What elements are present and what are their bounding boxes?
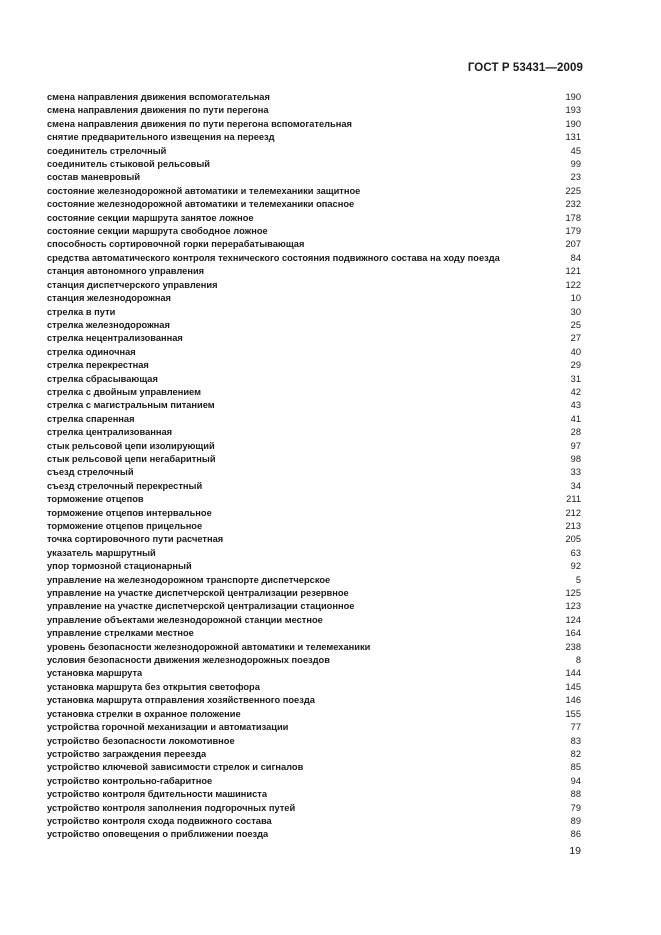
index-page-ref: 83: [570, 735, 581, 746]
index-page-ref: 45: [570, 145, 581, 156]
index-term: устройство контроля бдительности машиниста: [47, 789, 268, 800]
index-term: стрелка с двойным управлением: [47, 386, 201, 397]
index-page-ref: 34: [570, 480, 581, 491]
index-entry: [47, 198, 581, 211]
index-term: управление на железнодорожном транспорте диспетчерское: [47, 574, 331, 585]
index-entry: [47, 238, 581, 251]
index-entry: [47, 306, 581, 319]
index-entry: [47, 708, 581, 721]
index-entry: [47, 252, 581, 265]
index-entry: [47, 627, 581, 640]
index-term: состав маневровый: [47, 172, 141, 183]
index-page-ref: 190: [565, 118, 581, 129]
index-page-ref: 205: [565, 534, 581, 545]
alphabetical-index: [47, 91, 581, 842]
index-page-ref: 29: [570, 360, 581, 371]
index-page-ref: 43: [570, 400, 581, 411]
index-entry: [47, 507, 581, 520]
index-term: упор тормозной стационарный: [47, 561, 192, 572]
index-term: торможение отцепов: [47, 494, 144, 505]
index-entry: [47, 453, 581, 466]
index-entry: [47, 212, 581, 225]
index-page-ref: 98: [570, 453, 581, 464]
index-page-ref: 125: [565, 588, 581, 599]
index-term: средства автоматического контроля технического состояния подвижного состава на ходу поезда: [47, 252, 500, 263]
index-term: установка маршрута: [47, 668, 143, 679]
index-page-ref: 25: [570, 319, 581, 330]
index-page-ref: 97: [570, 440, 581, 451]
index-term: уровень безопасности железнодорожной автоматики и телемеханики: [47, 641, 371, 652]
index-entry: [47, 118, 581, 131]
index-entry: [47, 386, 581, 399]
index-page-ref: 85: [570, 762, 581, 773]
index-term: смена направления движения по пути перегона вспомогательная: [47, 118, 352, 129]
index-entry: [47, 158, 581, 171]
index-entry: [47, 399, 581, 412]
index-page-ref: 123: [565, 601, 581, 612]
index-entry: [47, 265, 581, 278]
index-term: стрелка перекрестная: [47, 360, 149, 371]
index-term: устройство оповещения о приближении поезда: [47, 829, 269, 840]
index-term: устройство контроля заполнения подгорочных путей: [47, 802, 296, 813]
index-term: стрелка с магистральным питанием: [47, 400, 215, 411]
index-page-ref: 30: [570, 306, 581, 317]
index-page-ref: 164: [565, 628, 581, 639]
index-entry: [47, 373, 581, 386]
index-page-ref: 225: [565, 185, 581, 196]
index-page-ref: 211: [566, 494, 581, 505]
index-term: установка маршрута без открытия светофора: [47, 681, 260, 692]
index-term: точка сортировочного пути расчетная: [47, 534, 224, 545]
index-page-ref: 84: [570, 252, 581, 263]
index-page-ref: 42: [570, 386, 581, 397]
index-entry: [47, 131, 581, 144]
index-term: станция железнодорожная: [47, 293, 171, 304]
index-entry: [47, 466, 581, 479]
index-page-ref: 193: [565, 105, 581, 116]
index-page-ref: 92: [570, 561, 581, 572]
index-entry: [47, 91, 581, 104]
index-term: торможение отцепов прицельное: [47, 521, 203, 531]
index-page-ref: 86: [570, 829, 581, 840]
index-term: станция автономного управления: [47, 266, 205, 277]
index-entry: [47, 413, 581, 426]
index-term: стык рельсовой цепи негабаритный: [47, 453, 216, 464]
index-page-ref: 63: [570, 547, 581, 558]
index-page-ref: 27: [570, 333, 581, 344]
index-page-ref: 88: [570, 789, 581, 800]
index-term: способность сортировочной горки перерабатывающая: [47, 239, 305, 250]
index-term: стрелка в пути: [47, 306, 116, 317]
index-entry: [47, 560, 581, 573]
index-entry: [47, 145, 581, 158]
index-term: управление на участке диспетчерской централизации резервное: [47, 588, 349, 599]
index-term: устройство контрольно-габаритное: [47, 775, 213, 786]
index-page-ref: 124: [565, 614, 581, 625]
index-term: установка маршрута отправления хозяйственного поезда: [47, 695, 315, 706]
index-entry: [47, 614, 581, 627]
index-page-ref: 213: [565, 521, 581, 531]
index-entry: [47, 533, 581, 546]
index-entry: [47, 641, 581, 654]
index-term: стрелка нецентрализованная: [47, 333, 183, 344]
index-page-ref: 131: [565, 132, 581, 143]
index-term: стрелка сбрасывающая: [47, 373, 158, 384]
page-number: 19: [569, 845, 581, 857]
index-entry: [47, 279, 581, 292]
index-entry: [47, 185, 581, 198]
index-page-ref: 10: [570, 293, 581, 304]
index-entry: [47, 426, 581, 439]
index-page-ref: 23: [570, 172, 581, 183]
index-entry: [47, 493, 581, 506]
index-entry: [47, 225, 581, 238]
index-term: соединитель стыковой рельсовый: [47, 159, 211, 170]
index-entry: [47, 721, 581, 734]
index-entry: [47, 735, 581, 748]
index-page-ref: 33: [570, 467, 581, 478]
index-entry: [47, 788, 581, 801]
index-term: станция диспетчерского управления: [47, 279, 218, 290]
index-page-ref: 28: [570, 427, 581, 438]
index-entry: [47, 802, 581, 815]
index-page-ref: 190: [565, 92, 581, 102]
index-term: управление объектами железнодорожной станции местное: [47, 614, 323, 625]
index-entry: [47, 681, 581, 694]
index-entry: [47, 171, 581, 184]
index-term: состояние железнодорожной автоматики и телемеханики опасное: [47, 199, 355, 210]
index-page-ref: 41: [570, 413, 581, 424]
index-term: стрелка централизованная: [47, 427, 173, 438]
index-entry: [47, 480, 581, 493]
index-page-ref: 94: [570, 775, 581, 786]
index-entry: [47, 815, 581, 828]
index-entry: [47, 440, 581, 453]
index-page-ref: 144: [565, 668, 581, 679]
index-term: съезд стрелочный перекрестный: [47, 480, 203, 491]
index-page-ref: 207: [565, 239, 581, 250]
index-term: управление на участке диспетчерской централизации стационное: [47, 601, 355, 612]
index-page-ref: 77: [570, 722, 581, 733]
index-entry: [47, 547, 581, 560]
index-term: состояние железнодорожной автоматики и телемеханики защитное: [47, 185, 361, 196]
index-term: съезд стрелочный: [47, 467, 134, 478]
index-term: состояние секции маршрута свободное ложное: [47, 226, 268, 237]
index-term: снятие предварительного извещения на переезд: [47, 132, 275, 143]
index-page-ref: 122: [565, 279, 581, 290]
index-term: устройство ключевой зависимости стрелок и сигналов: [47, 762, 304, 773]
index-term: устройство контроля схода подвижного состава: [47, 815, 272, 826]
index-entry: [47, 520, 581, 533]
index-term: устройство безопасности локомотивное: [47, 735, 235, 746]
index-entry: [47, 694, 581, 707]
document-header: ГОСТ Р 53431—2009: [467, 62, 583, 74]
index-entry: [47, 828, 581, 841]
index-entry: [47, 104, 581, 117]
index-page-ref: 99: [570, 159, 581, 170]
index-page-ref: 89: [570, 815, 581, 826]
index-entry: [47, 332, 581, 345]
index-entry: [47, 319, 581, 332]
index-term: устройство заграждения переезда: [47, 748, 207, 759]
index-term: стрелка одиночная: [47, 346, 136, 357]
index-term: условия безопасности движения железнодорожных поездов: [47, 655, 330, 666]
index-page-ref: 82: [570, 748, 581, 759]
index-term: стык рельсовой цепи изолирующий: [47, 440, 215, 451]
index-page-ref: 145: [565, 681, 581, 692]
index-page-ref: 121: [565, 266, 581, 277]
index-term: стрелка спаренная: [47, 413, 135, 424]
index-page-ref: 31: [570, 373, 581, 384]
index-page-ref: 155: [565, 708, 581, 719]
index-entry: [47, 292, 581, 305]
index-term: торможение отцепов интервальное: [47, 507, 212, 518]
index-entry: [47, 587, 581, 600]
index-term: установка стрелки в охранное положение: [47, 708, 241, 719]
index-page-ref: 178: [565, 212, 581, 223]
index-term: смена направления движения вспомогательная: [47, 92, 270, 102]
index-term: стрелка железнодорожная: [47, 319, 170, 330]
index-term: указатель маршрутный: [47, 547, 156, 558]
index-term: смена направления движения по пути перегона: [47, 105, 269, 116]
index-entry: [47, 346, 581, 359]
index-entry: [47, 359, 581, 372]
index-term: состояние секции маршрута занятое ложное: [47, 212, 254, 223]
index-entry: [47, 654, 581, 667]
index-page-ref: 40: [570, 346, 581, 357]
index-term: устройства горочной механизации и автоматизации: [47, 722, 289, 733]
index-page-ref: 212: [565, 507, 581, 518]
index-page-ref: 5: [575, 574, 581, 585]
index-page-ref: 238: [565, 641, 581, 652]
index-entry: [47, 667, 581, 680]
index-page-ref: 146: [565, 695, 581, 706]
index-page-ref: 179: [565, 226, 581, 237]
index-term: управление стрелками местное: [47, 628, 194, 639]
index-term: соединитель стрелочный: [47, 145, 167, 156]
index-page-ref: 8: [575, 655, 581, 666]
index-page-ref: 79: [570, 802, 581, 813]
index-entry: [47, 775, 581, 788]
index-entry: [47, 748, 581, 761]
index-entry: [47, 600, 581, 613]
index-entry: [47, 574, 581, 587]
index-entry: [47, 761, 581, 774]
index-page-ref: 232: [565, 199, 581, 210]
